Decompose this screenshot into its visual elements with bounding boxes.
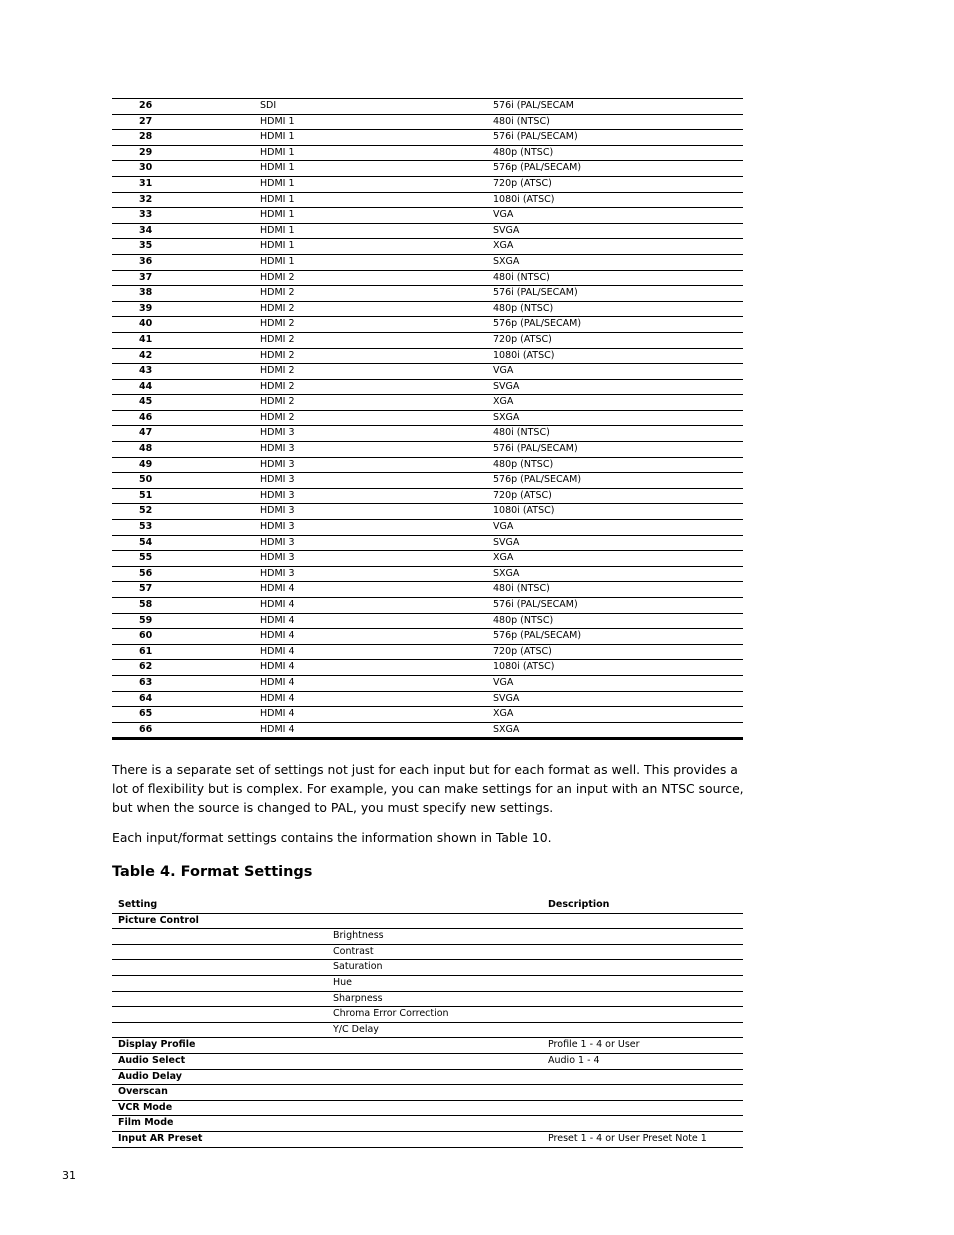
row-subsetting (333, 1053, 548, 1069)
row-number: 36 (112, 254, 260, 270)
table-row (112, 348, 743, 364)
table-row (112, 301, 743, 317)
row-description (548, 913, 743, 929)
row-subsetting (333, 1100, 548, 1116)
table-row (112, 114, 743, 130)
row-format: 576p (PAL/SECAM) (493, 473, 743, 489)
row-description (548, 1100, 743, 1116)
format-settings-table (112, 898, 743, 1148)
row-description (548, 944, 743, 960)
row-number: 48 (112, 442, 260, 458)
row-number: 28 (112, 130, 260, 146)
row-setting (112, 975, 333, 991)
row-input: HDMI 3 (260, 426, 493, 442)
row-number: 55 (112, 551, 260, 567)
row-subsetting: Sharpness (333, 991, 548, 1007)
table-row (112, 644, 743, 660)
page-number: 31 (62, 1169, 76, 1182)
row-number: 58 (112, 598, 260, 614)
table-row (112, 410, 743, 426)
input-format-table-body (112, 99, 743, 739)
row-format: 1080i (ATSC) (493, 192, 743, 208)
row-input: HDMI 4 (260, 598, 493, 614)
row-number: 65 (112, 707, 260, 723)
row-format: SXGA (493, 254, 743, 270)
format-settings-intro-paragraph: There is a separate set of settings not just for each input but for each format as well. This provides a lot of flexibility but is complex. For example, you can make settings for an input with an NTSC source, but when the source is changed to PAL, you must specify new settings. (112, 762, 744, 815)
table-row (112, 598, 743, 614)
row-description (548, 975, 743, 991)
row-setting: Input AR Preset (112, 1131, 333, 1147)
row-format: SXGA (493, 722, 743, 739)
row-format: 720p (ATSC) (493, 488, 743, 504)
row-number: 59 (112, 613, 260, 629)
table-row (112, 960, 743, 976)
table-row (112, 1007, 743, 1023)
table-row (112, 457, 743, 473)
row-number: 32 (112, 192, 260, 208)
table-row (112, 1022, 743, 1038)
row-description (548, 1069, 743, 1085)
row-number: 51 (112, 488, 260, 504)
row-input: HDMI 4 (260, 644, 493, 660)
row-format: 480i (NTSC) (493, 582, 743, 598)
table-row (112, 582, 743, 598)
row-subsetting: Chroma Error Correction (333, 1007, 548, 1023)
row-description: Profile 1 - 4 or User (548, 1038, 743, 1054)
row-format: 1080i (ATSC) (493, 504, 743, 520)
row-number: 35 (112, 239, 260, 255)
row-setting: Overscan (112, 1085, 333, 1101)
row-input: HDMI 1 (260, 239, 493, 255)
row-input: HDMI 4 (260, 613, 493, 629)
row-input: HDMI 4 (260, 691, 493, 707)
table-row (112, 364, 743, 380)
row-input: HDMI 3 (260, 551, 493, 567)
row-format: 1080i (ATSC) (493, 660, 743, 676)
row-description: Preset 1 - 4 or User Preset Note 1 (548, 1131, 743, 1147)
row-number: 29 (112, 145, 260, 161)
table-row (112, 1085, 743, 1101)
row-number: 30 (112, 161, 260, 177)
row-input: HDMI 2 (260, 410, 493, 426)
row-format: 576i (PAL/SECAM) (493, 286, 743, 302)
table-row (112, 130, 743, 146)
table-title: Table 4. Format Settings (112, 864, 313, 880)
row-input: HDMI 1 (260, 161, 493, 177)
row-input: HDMI 3 (260, 473, 493, 489)
row-input: HDMI 2 (260, 317, 493, 333)
row-input: HDMI 3 (260, 488, 493, 504)
row-format: 576i (PAL/SECAM) (493, 130, 743, 146)
row-number: 61 (112, 644, 260, 660)
row-input: HDMI 3 (260, 442, 493, 458)
table-row (112, 675, 743, 691)
row-input: HDMI 2 (260, 395, 493, 411)
table-row (112, 176, 743, 192)
row-description (548, 929, 743, 945)
row-format: 576p (PAL/SECAM) (493, 629, 743, 645)
table-row (112, 566, 743, 582)
row-input: HDMI 3 (260, 535, 493, 551)
row-input: HDMI 2 (260, 379, 493, 395)
row-setting (112, 944, 333, 960)
row-format: SVGA (493, 535, 743, 551)
row-format: 480p (NTSC) (493, 457, 743, 473)
header-setting: Setting (112, 898, 333, 913)
row-number: 26 (112, 99, 260, 115)
row-format: 576p (PAL/SECAM) (493, 317, 743, 333)
table-row (112, 270, 743, 286)
row-input: HDMI 1 (260, 208, 493, 224)
header-row (112, 898, 743, 913)
row-format: 480p (NTSC) (493, 613, 743, 629)
row-number: 44 (112, 379, 260, 395)
row-number: 34 (112, 223, 260, 239)
table-row (112, 929, 743, 945)
format-settings-table-header (112, 898, 743, 913)
row-format: 480i (NTSC) (493, 114, 743, 130)
row-number: 52 (112, 504, 260, 520)
table-row (112, 286, 743, 302)
table-row (112, 379, 743, 395)
row-description (548, 1116, 743, 1132)
row-format: 480p (NTSC) (493, 145, 743, 161)
row-description: Audio 1 - 4 (548, 1053, 743, 1069)
table-row (112, 1131, 743, 1147)
row-input: HDMI 2 (260, 301, 493, 317)
row-format: 1080i (ATSC) (493, 348, 743, 364)
row-number: 27 (112, 114, 260, 130)
table-row (112, 707, 743, 723)
row-input: HDMI 1 (260, 145, 493, 161)
row-subsetting (333, 1131, 548, 1147)
table-row (112, 691, 743, 707)
table-row (112, 145, 743, 161)
row-subsetting (333, 1116, 548, 1132)
row-format: 576i (PAL/SECAM) (493, 598, 743, 614)
table-row (112, 317, 743, 333)
table-row (112, 629, 743, 645)
row-input: HDMI 4 (260, 660, 493, 676)
row-number: 60 (112, 629, 260, 645)
row-number: 50 (112, 473, 260, 489)
row-number: 54 (112, 535, 260, 551)
row-subsetting (333, 1085, 548, 1101)
table-row (112, 1053, 743, 1069)
row-input: HDMI 3 (260, 504, 493, 520)
table-row (112, 161, 743, 177)
row-subsetting: Saturation (333, 960, 548, 976)
row-setting (112, 991, 333, 1007)
table-row (112, 332, 743, 348)
row-description (548, 1085, 743, 1101)
row-setting: VCR Mode (112, 1100, 333, 1116)
row-subsetting: Y/C Delay (333, 1022, 548, 1038)
row-number: 46 (112, 410, 260, 426)
table-row (112, 722, 743, 739)
row-setting: Display Profile (112, 1038, 333, 1054)
row-format: VGA (493, 364, 743, 380)
table-row (112, 520, 743, 536)
row-input: HDMI 4 (260, 675, 493, 691)
table-row (112, 473, 743, 489)
row-number: 38 (112, 286, 260, 302)
row-input: HDMI 1 (260, 254, 493, 270)
row-format: SVGA (493, 223, 743, 239)
row-input: HDMI 1 (260, 130, 493, 146)
row-input: HDMI 3 (260, 520, 493, 536)
row-input: HDMI 2 (260, 270, 493, 286)
row-format: SXGA (493, 566, 743, 582)
table-row (112, 504, 743, 520)
row-number: 49 (112, 457, 260, 473)
row-setting (112, 960, 333, 976)
table-row (112, 991, 743, 1007)
row-subsetting: Hue (333, 975, 548, 991)
row-number: 62 (112, 660, 260, 676)
row-setting: Audio Delay (112, 1069, 333, 1085)
row-input: HDMI 1 (260, 192, 493, 208)
row-format: SVGA (493, 691, 743, 707)
table-row (112, 944, 743, 960)
row-setting (112, 1007, 333, 1023)
table-row (112, 223, 743, 239)
row-format: XGA (493, 551, 743, 567)
row-setting: Audio Select (112, 1053, 333, 1069)
table-row (112, 551, 743, 567)
row-number: 53 (112, 520, 260, 536)
row-description (548, 1022, 743, 1038)
row-input: HDMI 1 (260, 223, 493, 239)
table-row (112, 208, 743, 224)
row-format: SVGA (493, 379, 743, 395)
table-row (112, 913, 743, 929)
row-input: HDMI 3 (260, 457, 493, 473)
row-description (548, 991, 743, 1007)
table-row (112, 488, 743, 504)
header-spacer (333, 898, 548, 913)
table-row (112, 613, 743, 629)
header-description: Description (548, 898, 743, 913)
table-row (112, 1038, 743, 1054)
table-reference-paragraph: Each input/format settings contains the information shown in Table 10. (112, 830, 552, 845)
input-format-table (112, 98, 743, 740)
table-row (112, 395, 743, 411)
table-row (112, 442, 743, 458)
row-format: VGA (493, 520, 743, 536)
row-subsetting (333, 913, 548, 929)
row-input: HDMI 4 (260, 582, 493, 598)
row-subsetting: Contrast (333, 944, 548, 960)
row-setting (112, 929, 333, 945)
row-format: 480i (NTSC) (493, 270, 743, 286)
row-setting: Picture Control (112, 913, 333, 929)
table-row (112, 660, 743, 676)
row-setting: Film Mode (112, 1116, 333, 1132)
table-row (112, 254, 743, 270)
row-subsetting (333, 1069, 548, 1085)
row-format: VGA (493, 208, 743, 224)
row-format: XGA (493, 395, 743, 411)
row-number: 57 (112, 582, 260, 598)
row-number: 45 (112, 395, 260, 411)
row-number: 40 (112, 317, 260, 333)
row-number: 33 (112, 208, 260, 224)
row-format: SXGA (493, 410, 743, 426)
table-row (112, 99, 743, 115)
table-row (112, 239, 743, 255)
row-number: 64 (112, 691, 260, 707)
row-format: 576i (PAL/SECAM (493, 99, 743, 115)
row-format: 480i (NTSC) (493, 426, 743, 442)
row-format: 576i (PAL/SECAM) (493, 442, 743, 458)
row-subsetting (333, 1038, 548, 1054)
row-input: HDMI 1 (260, 176, 493, 192)
row-format: VGA (493, 675, 743, 691)
row-format: 720p (ATSC) (493, 332, 743, 348)
row-input: HDMI 3 (260, 566, 493, 582)
row-number: 31 (112, 176, 260, 192)
row-format: 720p (ATSC) (493, 644, 743, 660)
table-row (112, 975, 743, 991)
row-subsetting: Brightness (333, 929, 548, 945)
table-row (112, 535, 743, 551)
row-setting (112, 1022, 333, 1038)
row-input: HDMI 4 (260, 722, 493, 739)
row-description (548, 960, 743, 976)
row-input: HDMI 4 (260, 629, 493, 645)
row-number: 63 (112, 675, 260, 691)
row-format: XGA (493, 707, 743, 723)
row-format: 480p (NTSC) (493, 301, 743, 317)
row-input: HDMI 4 (260, 707, 493, 723)
row-number: 37 (112, 270, 260, 286)
row-number: 43 (112, 364, 260, 380)
row-number: 39 (112, 301, 260, 317)
row-format: 720p (ATSC) (493, 176, 743, 192)
table-row (112, 1069, 743, 1085)
row-number: 66 (112, 722, 260, 739)
row-number: 41 (112, 332, 260, 348)
table-row (112, 1116, 743, 1132)
row-format: XGA (493, 239, 743, 255)
row-input: HDMI 2 (260, 348, 493, 364)
row-input: HDMI 2 (260, 364, 493, 380)
row-number: 56 (112, 566, 260, 582)
row-input: SDI (260, 99, 493, 115)
row-description (548, 1007, 743, 1023)
row-input: HDMI 1 (260, 114, 493, 130)
table-row (112, 1100, 743, 1116)
row-format: 576p (PAL/SECAM) (493, 161, 743, 177)
row-number: 42 (112, 348, 260, 364)
table-row (112, 192, 743, 208)
row-input: HDMI 2 (260, 332, 493, 348)
table-row (112, 426, 743, 442)
row-input: HDMI 2 (260, 286, 493, 302)
row-number: 47 (112, 426, 260, 442)
format-settings-table-body (112, 913, 743, 1147)
